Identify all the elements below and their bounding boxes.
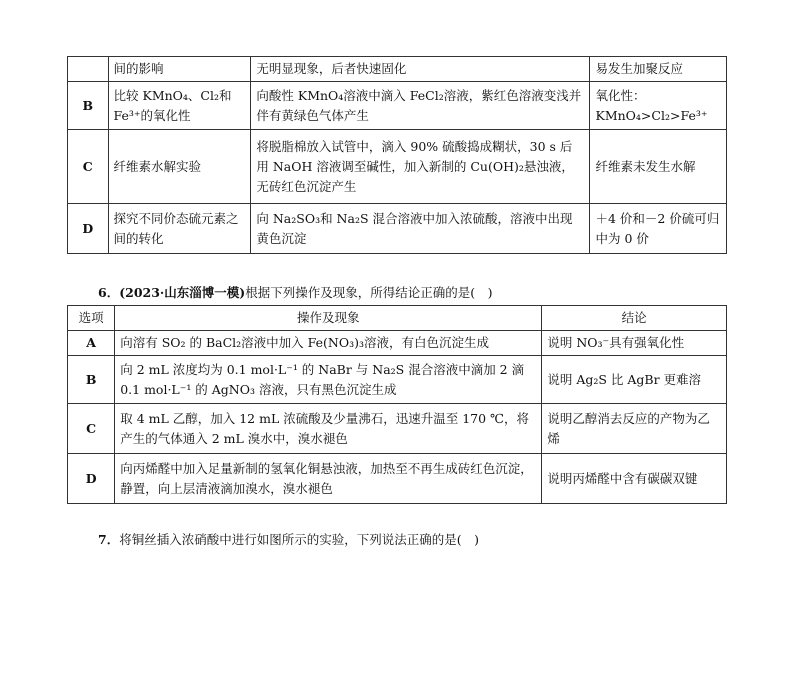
option-cell	[68, 57, 109, 82]
header-operation: 操作及现象	[115, 306, 542, 331]
purpose-cell: 纤维素水解实验	[108, 130, 251, 204]
conclusion-cell: 纤维素未发生水解	[590, 130, 727, 204]
conclusion-cell: 说明丙烯醛中含有碳碳双键	[542, 454, 727, 504]
purpose-cell: 探究不同价态硫元素之间的转化	[108, 204, 251, 254]
table-row	[68, 204, 727, 254]
table-row	[68, 404, 727, 454]
operation-cell: 将脱脂棉放入试管中，滴入 90% 硫酸捣成糊状，30 s 后用 NaOH 溶液调至碱性，加入新制的 Cu(OH)₂悬浊液，无砖红色沉淀产生	[251, 130, 590, 204]
question-stem: 根据下列操作及现象，所得结论正确的是( )	[245, 285, 493, 300]
option-cell: B	[68, 356, 115, 404]
table-row	[68, 57, 727, 82]
conclusion-cell: 氧化性：KMnO₄>Cl₂>Fe³⁺	[590, 82, 727, 130]
option-cell: B	[68, 82, 109, 130]
question-source: (2023·山东淄博一模)	[119, 285, 246, 300]
header-option: 选项	[68, 306, 115, 331]
table-header-row	[68, 306, 727, 331]
operation-cell: 向 2 mL 浓度均为 0.1 mol·L⁻¹ 的 NaBr 与 Na₂S 混合溶液中滴加 2 滴 0.1 mol·L⁻¹ 的 AgNO₃ 溶液，只有黑色沉淀生成	[115, 356, 542, 404]
operation-cell: 无明显现象，后者快速固化	[251, 57, 590, 82]
operation-cell: 向酸性 KMnO₄溶液中滴入 FeCl₂溶液，紫红色溶液变浅并伴有黄绿色气体产生	[251, 82, 590, 130]
conclusion-cell: ＋4 价和－2 价硫可归中为 0 价	[590, 204, 727, 254]
option-cell: D	[68, 204, 109, 254]
question-number: 6．	[98, 285, 120, 300]
operation-cell: 向 Na₂SO₃和 Na₂S 混合溶液中加入浓硫酸，溶液中出现黄色沉淀	[251, 204, 590, 254]
table-row	[68, 130, 727, 204]
option-cell: A	[68, 331, 115, 356]
question-7	[98, 530, 479, 548]
option-cell: D	[68, 454, 115, 504]
conclusion-cell: 说明 Ag₂S 比 AgBr 更难溶	[542, 356, 727, 404]
table-row	[68, 454, 727, 504]
purpose-cell: 间的影响	[108, 57, 251, 82]
conclusion-cell: 说明乙醇消去反应的产物为乙烯	[542, 404, 727, 454]
table-row	[68, 82, 727, 130]
conclusion-cell: 说明 NO₃⁻具有强氧化性	[542, 331, 727, 356]
option-cell: C	[68, 404, 115, 454]
question-6	[98, 283, 492, 301]
table-row	[68, 331, 727, 356]
conclusion-cell: 易发生加聚反应	[590, 57, 727, 82]
purpose-cell: 比较 KMnO₄、Cl₂和 Fe³⁺的氧化性	[108, 82, 251, 130]
table-row	[68, 356, 727, 404]
experiment-table-1	[67, 56, 727, 254]
experiment-table-2	[67, 305, 727, 504]
header-conclusion: 结论	[542, 306, 727, 331]
operation-cell: 取 4 mL 乙醇，加入 12 mL 浓硫酸及少量沸石，迅速升温至 170 ℃，将产生的气体通入 2 mL 溴水中，溴水褪色	[115, 404, 542, 454]
operation-cell: 向溶有 SO₂ 的 BaCl₂溶液中加入 Fe(NO₃)₃溶液，有白色沉淀生成	[115, 331, 542, 356]
question-stem: 将铜丝插入浓硝酸中进行如图所示的实验，下列说法正确的是( )	[119, 532, 479, 547]
question-number: 7．	[98, 532, 120, 547]
operation-cell: 向丙烯醛中加入足量新制的氢氧化铜悬浊液，加热至不再生成砖红色沉淀，静置，向上层清液滴加溴水，溴水褪色	[115, 454, 542, 504]
option-cell: C	[68, 130, 109, 204]
